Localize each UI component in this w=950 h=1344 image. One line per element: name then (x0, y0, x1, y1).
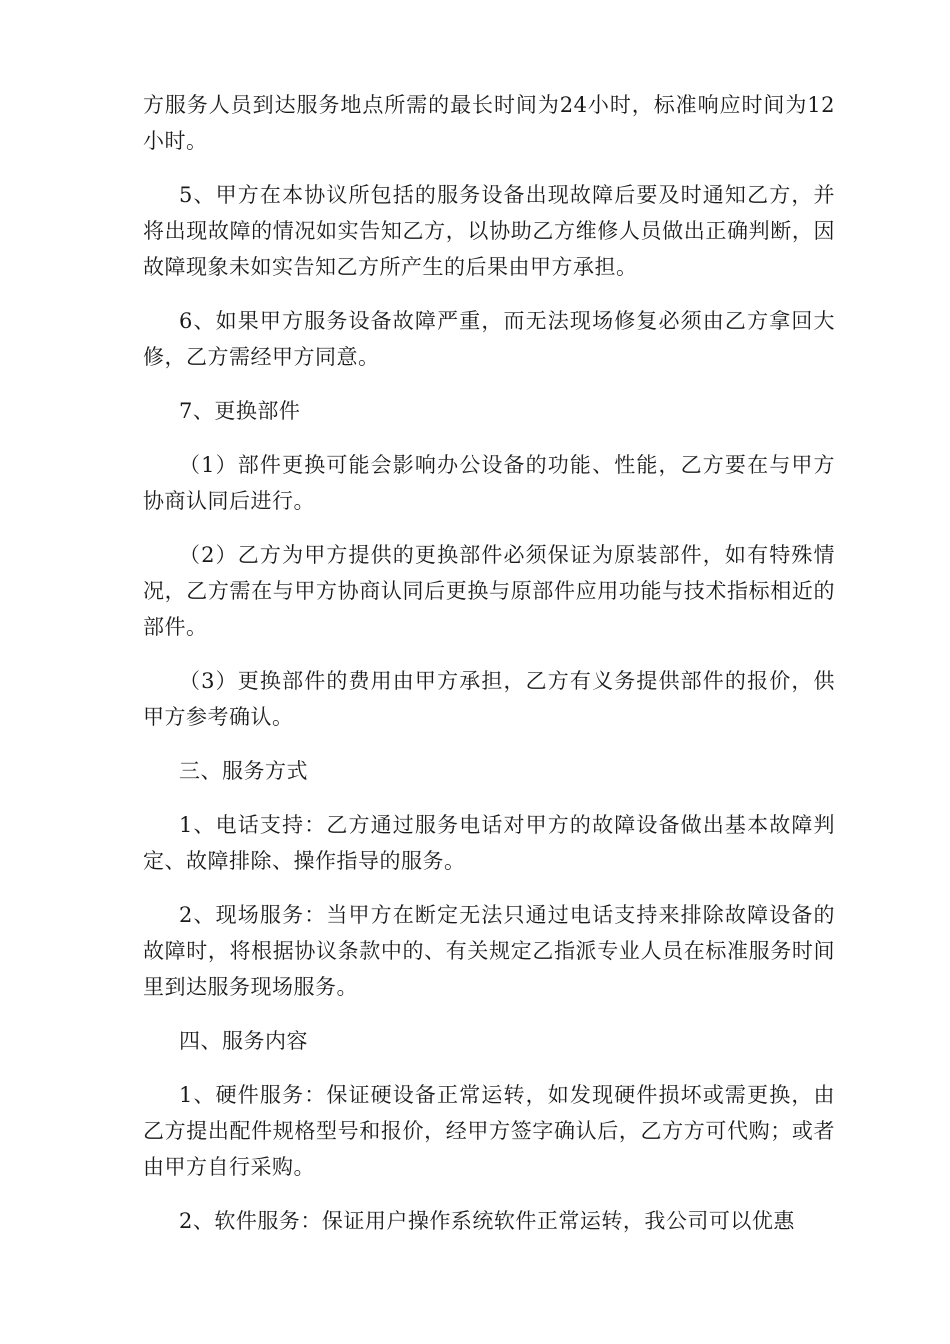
paragraph-software-service: 2、软件服务：保证用户操作系统软件正常运转，我公司可以优惠 (179, 1209, 795, 1233)
paragraph-phone-support: 1、电话支持：乙方通过服务电话对甲方的故障设备做出基本故障判定、故障排除、操作指导的服务。 (143, 813, 835, 873)
section-heading-service-content: 四、服务内容 (179, 1029, 308, 1053)
paragraph-sub-item-1: （1）部件更换可能会影响办公设备的功能、性能，乙方要在与甲方协商认同后进行。 (143, 453, 835, 513)
paragraph-item-6: 6、如果甲方服务设备故障严重，而无法现场修复必须由乙方拿回大修，乙方需经甲方同意。 (143, 309, 835, 369)
paragraph-sub-item-2: （2）乙方为甲方提供的更换部件必须保证为原装部件，如有特殊情况，乙方需在与甲方协商认同后更换与原部件应用功能与技术指标相近的部件。 (143, 543, 835, 639)
paragraph-onsite-service: 2、现场服务：当甲方在断定无法只通过电话支持来排除故障设备的故障时，将根据协议条款中的、有关规定乙指派专业人员在标准服务时间里到达服务现场服务。 (143, 903, 835, 999)
paragraph-hardware-service: 1、硬件服务：保证硬设备正常运转，如发现硬件损坏或需更换，由乙方提出配件规格型号和报价，经甲方签字确认后，乙方方可代购；或者由甲方自行采购。 (143, 1083, 835, 1179)
document-body (143, 87, 835, 1257)
section-heading-service-method: 三、服务方式 (179, 759, 308, 783)
paragraph-sub-item-3: （3）更换部件的费用由甲方承担，乙方有义务提供部件的报价，供甲方参考确认。 (143, 669, 835, 729)
paragraph-item-5: 5、甲方在本协议所包括的服务设备出现故障后要及时通知乙方，并将出现故障的情况如实告知乙方，以协助乙方维修人员做出正确判断，因故障现象未如实告知乙方所产生的后果由甲方承担。 (143, 183, 835, 279)
paragraph-item-7-heading: 7、更换部件 (179, 399, 301, 423)
paragraph-response-time: 方服务人员到达服务地点所需的最长时间为24小时，标准响应时间为12小时。 (143, 93, 835, 153)
